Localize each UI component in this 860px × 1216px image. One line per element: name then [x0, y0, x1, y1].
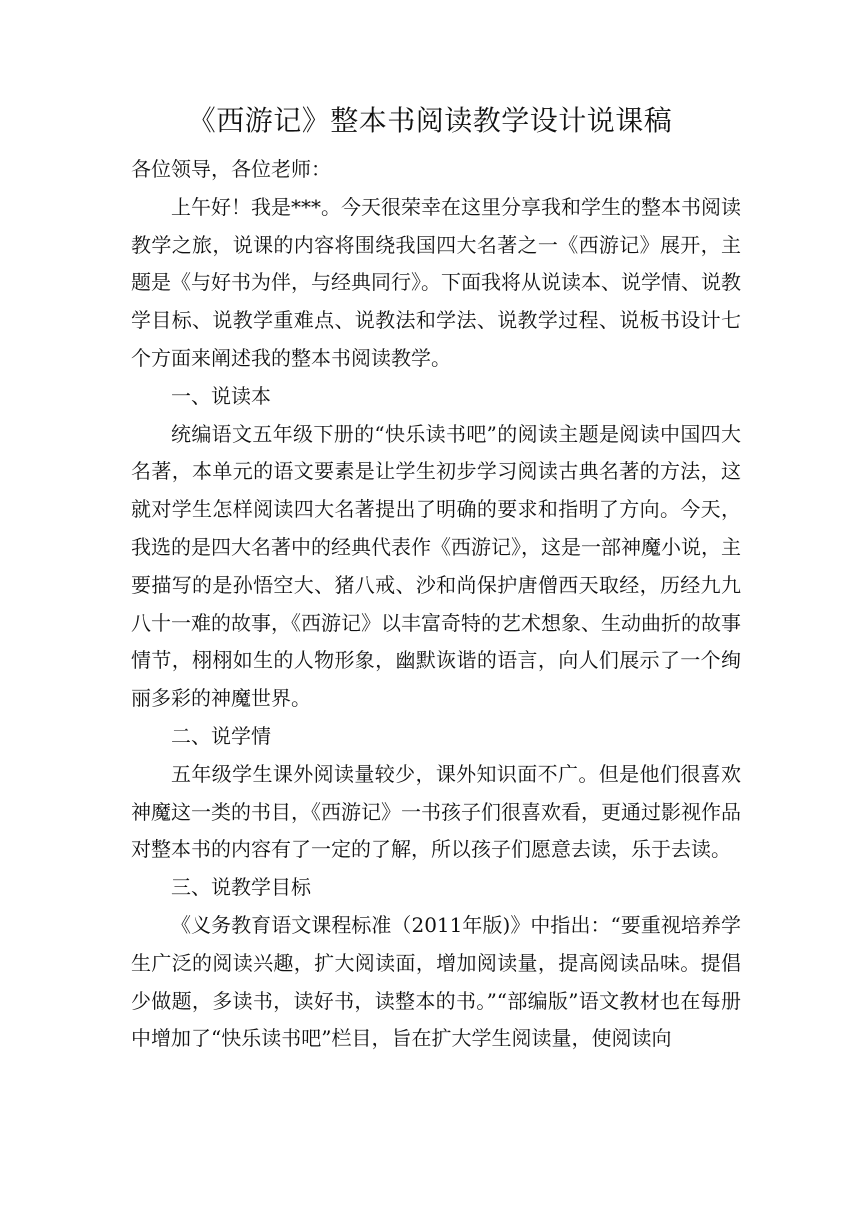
intro-paragraph: 上午好！我是***。今天很荣幸在这里分享我和学生的整本书阅读教学之旅，说课的内容将围绕我国四大名著之一《西游记》展开，主题是《与好书为伴，与经典同行》。下面我将从说读本、说学情、说教学目标、说教学重难点、说教法和学法、说教学过程、说板书设计七个方面来阐述我的整本书阅读教学。: [131, 194, 741, 370]
section-paragraph-textbook: 统编语文五年级下册的“快乐读书吧”的阅读主题是阅读中国四大名著，本单元的语文要素是让学生初步学习阅读古典名著的方法，这就对学生怎样阅读四大名著提出了明确的要求和指明了方向。今天，我选的是四大名著中的经典代表作《西游记》，这是一部神魔小说，主要描写的是孙悟空大、猪八戒、沙和尚保护唐僧西天取经，历经九九八十一难的故事，《西游记》以丰富奇特的艺术想象、生动曲折的故事情节，栩栩如生的人物形象，幽默诙谐的语言，向人们展示了一个绚丽多彩的神魔世界。: [131, 421, 741, 711]
document-title: 《西游记》整本书阅读教学设计说课稿: [187, 104, 673, 137]
section-paragraph-students: 五年级学生课外阅读量较少，课外知识面不广。但是他们很喜欢神魔这一类的书目，《西游记》一书孩子们很喜欢看，更通过影视作品对整本书的内容有了一定的了解，所以孩子们愿意去读，乐于去读。: [131, 761, 741, 862]
section-heading-textbook: 一、说读本: [171, 383, 271, 408]
salutation: 各位领导，各位老师：: [131, 157, 331, 181]
section-heading-objectives: 三、说教学目标: [171, 875, 311, 900]
section-heading-students: 二、说学情: [171, 723, 271, 748]
document-body: [131, 151, 741, 1058]
section-paragraph-objectives: 《义务教育语文课程标准（2011年版)》中指出：“要重视培养学生广泛的阅读兴趣，扩大阅读面，增加阅读量，提高阅读品味。提倡少做题，多读书，读好书，读整本的书。”“部编版”语文教材也在每册中增加了“快乐读书吧”栏目，旨在扩大学生阅读量，使阅读向: [131, 912, 741, 1051]
